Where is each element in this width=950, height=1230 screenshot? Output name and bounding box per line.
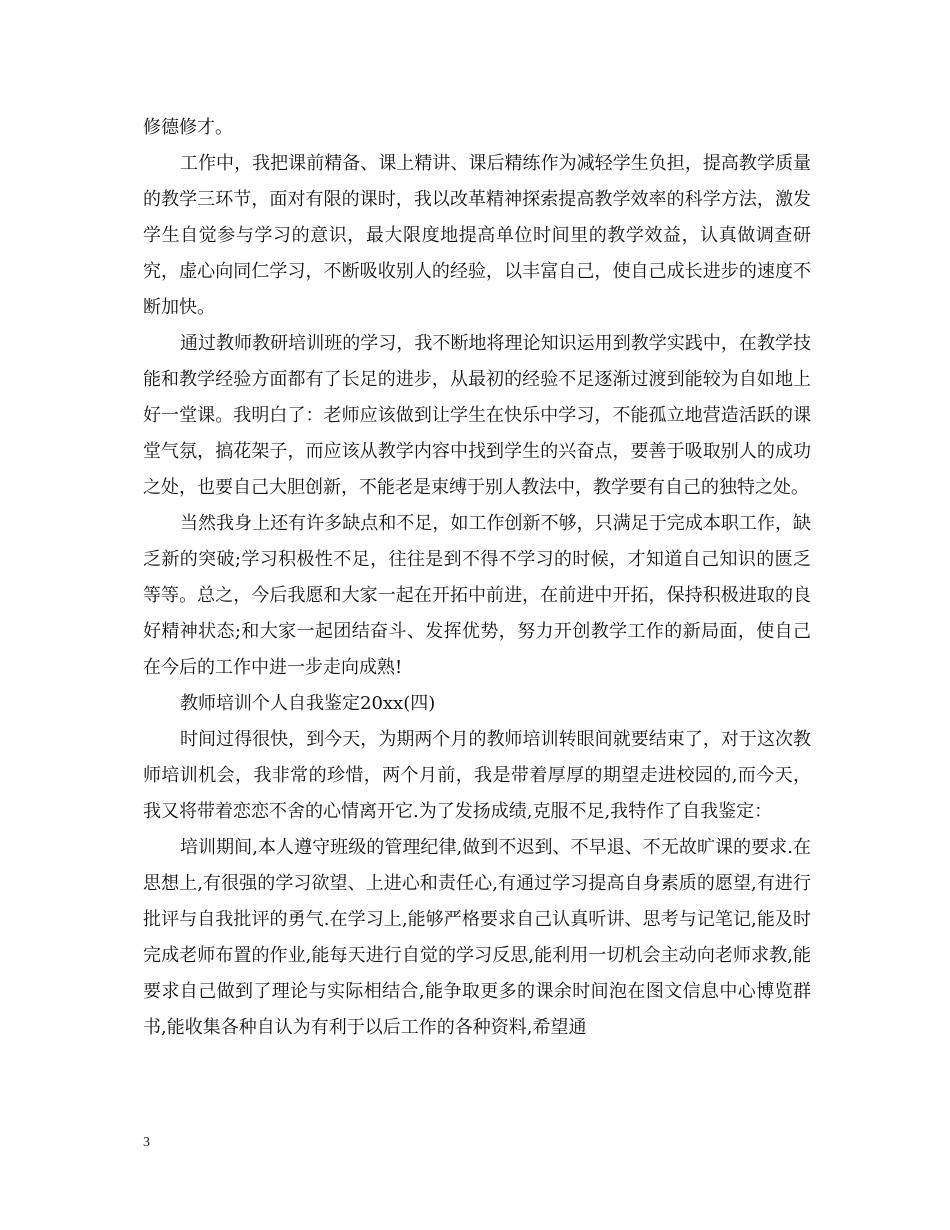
paragraph-training-progress: 通过教师教研培训班的学习，我不断地将理论知识运用到教学实践中，在教学技能和教学经验方面都有了长足的进步，从最初的经验不足逐渐过渡到能较为自如地上好一堂课。我明白了：老师应该做到让学生在快乐中学习，不能孤立地营造活跃的课堂气氛，搞花架子，而应该从教学内容中找到学生的兴奋点，要善于吸取别人的成功之处，也要自己大胆创新，不能老是束缚于别人教法中，教学要有自己的独特之处。	[143, 333, 811, 498]
paragraph-continuation: 修德修才。	[143, 117, 233, 138]
document-body	[143, 110, 811, 1046]
paragraph-training-period: 培训期间,本人遵守班级的管理纪律,做到不迟到、不早退、不无故旷课的要求.在思想上,有很强的学习欲望、上进心和责任心,有通过学习提高自身素质的愿望,有进行批评与自我批评的勇气.在学习上,能够严格要求自己认真听讲、思考与记笔记,能及时完成老师布置的作业,能每天进行自觉的学习反思,能利用一切机会主动向老师求教,能要求自己做到了理论与实际相结合,能争取更多的课余时间泡在图文信息中心博览群书,能收集各种自认为有利于以后工作的各种资料,希望通	[143, 837, 811, 1038]
paragraph-shortcomings: 当然我身上还有许多缺点和不足，如工作创新不够，只满足于完成本职工作，缺乏新的突破;学习积极性不足，往往是到不得不学习的时候，才知道自己知识的匮乏等等。总之，今后我愿和大家一起在开拓中前进，在前进中开拓，保持积极进取的良好精神状态;和大家一起团结奋斗、发挥优势，努力开创教学工作的新局面，使自己在今后的工作中进一步走向成熟!	[143, 513, 811, 678]
page-number: 3	[143, 1135, 150, 1150]
paragraph-teaching-method: 工作中，我把课前精备、课上精讲、课后精练作为减轻学生负担，提高教学质量的教学三环节，面对有限的课时，我以改革精神探索提高教学效率的科学方法，激发学生自觉参与学习的意识，最大限度地提高单位时间里的教学效益，认真做调查研究，虚心向同仁学习，不断吸收别人的经验，以丰富自己，使自己成长进步的速度不断加快。	[143, 153, 811, 318]
paragraph-introduction: 时间过得很快，到今天，为期两个月的教师培训转眼间就要结束了，对于这次教师培训机会，我非常的珍惜，两个月前，我是带着厚厚的期望走进校园的,而今天，我又将带着恋恋不舍的心情离开它.为了发扬成绩,克服不足,我特作了自我鉴定：	[143, 729, 811, 822]
section-heading: 教师培训个人自我鉴定20xx(四)	[180, 693, 436, 714]
